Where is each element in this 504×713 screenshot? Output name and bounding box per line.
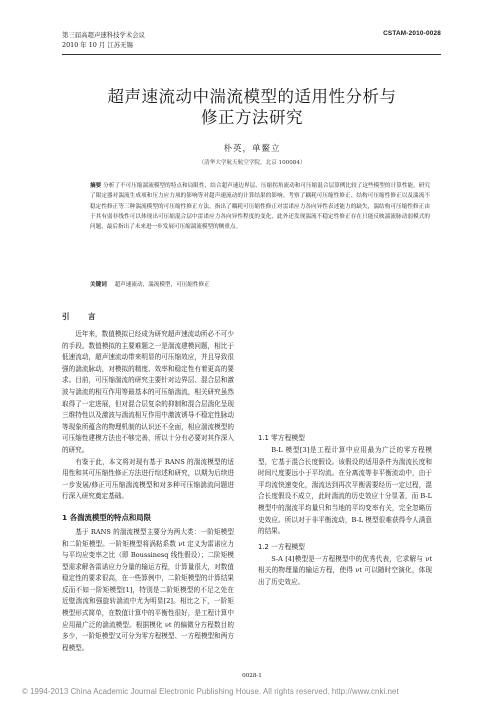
authors: 朴英，单鳌立: [223, 144, 281, 154]
paper-title: [0, 86, 504, 128]
abstract-text: 分析了不可压缩湍流模型的特点和局限性，结合超声速边界层、压缩拐角流动和可压缩混合层算例比较了这些模型的计算性能，研究了限定器对湍流生成项和压力应力项的影响等对超声速流动的计算结果的影响。考察了耦耗可压缩性修正、结构可压缩性修正以及湍流不稳定性修正等三种湍流模型的可压缩性修正方法，指出了耦耗可压缩性修正对雷诺应力各向异性表述能力的缺失，湍结构可压缩性修正由于其有弱非线性可以体现出可压缩混合层中雷诺应力各向异性程度的变化，此外还发现湍流不稳定性修正存在只能反映湍流脉动弱模式的问题，最后指出了未来进一步发展可压缩湍流模型的侧重点。: [90, 183, 430, 231]
conference-name: 第三届高超声速科技学术会议: [62, 31, 146, 39]
intro-paragraph-1: 近年来，数值模拟已经成为研究超声速流动所必不可少的手段。数值模拟的主要难题之一是湍流建模问题，相比于低速流动，超声速流动带来明显的可压缩效应，并且导致很强的湍流脉动，对模拟的精度、效率和稳定性有着更高的要求。目前，可压缩湍流的研究主要针对边界层、混合层和激波与湍流的相互作用等最基本的可压缩湍流，相关研究虽然取得了一定进展，但对混合层复杂的抑制和混合层湍化呈现三维特性以及激波与湍流相互作用中激波诱导不稳定性脉动等现象所蕴含的物理机制的认识还不全面，相应湍流模型的可压缩性建模方法也不够完善，所以十分有必要对其作深入的研究。: [62, 330, 234, 454]
affiliation: （清华大学航天航空学院，北京 100084）: [198, 160, 306, 166]
abstract-label: 摘要: [90, 183, 102, 189]
conference-date-place: 2010 年 10 月 江苏无锡: [62, 41, 133, 49]
section-1-1-heading: 1.1 零方程模型: [258, 434, 305, 442]
section-1-paragraph: 基于 RANS 的湍流模型主要分为两大类：一阶矩模型和二阶矩模型。一阶矩模型将涡粘系数 νt 定义为雷诺应力与平均应变率之比（即 Boussinesq 线性假设）；二阶矩模型需求解各雷诺应力分量的输运方程，计算量很大，对数值稳定性的要求很高，在一些算例中，二阶矩模型的计算结果反而不如一阶矩模型[1]，特别是二阶矩模型的不足之处在近壁湍流和强旋转湍流中尤为明显[2]。相比之下，一阶矩模型形式简单，在数值计算中的平衡性很好，是工程计算中应用最广泛的湍流模型。根据模化 νt 的偏微分方程数目的多少，一阶矩模型又可分为零方程模型、一方程模型和两方程模型。: [62, 527, 234, 652]
section-1-2-heading: 1.2 一方程模型: [258, 542, 305, 551]
section-1-2-paragraph: S-A [4]模型是一方程模型中的优秀代表，它求解与 νt 相关的物理量的输运方程，使得 νt 可以随时空演化，体现出了历史效应。: [258, 554, 432, 586]
title-line-2: 修正方法研究: [201, 108, 303, 127]
left-column: [62, 300, 234, 652]
section-1-heading: 1 各湍流模型的特点和局限: [62, 512, 152, 522]
keywords-label: 关键词: [90, 282, 107, 288]
copyright-footer: © 1994-2013 China Academic Journal Electronic Publishing House. All rights reserved. http://www.cnki.net: [22, 687, 399, 696]
page-number: 0028-1: [242, 673, 262, 679]
right-column: [258, 300, 432, 589]
section-1-1-paragraph: B-L 模型[3]是工程计算中应用最为广泛的零方程模型，它基于混合长度假设。该假设的适用条件为湍流长度和时间尺度要远小于平均流。在分离流等非平衡流动中，由于平均流快速变化，湍流达到再次平衡需要经历一定过程，混合长度假设不成立，此时湍流的历史效应十分显著，而 B-L 模型中的湍流平均量只和当地的平均变率有关，完全忽略历史效应。所以对于非平衡流动，B-L 模型很难获得令人满意的结果。: [258, 446, 432, 536]
running-header-left: [62, 30, 145, 50]
abstract: [90, 181, 430, 232]
keywords: [90, 280, 430, 288]
header-rule: [62, 54, 441, 55]
intro-paragraph-2: 有鉴于此，本文将对现有基于 RANS 的湍流模型的适用性和其可压缩性修正方法进行综述和研究，以期为后续进一步发展/修正可压缩湍流模型和对多种可压缩湍流问题进行深入研究奠定基础。: [62, 457, 234, 501]
paper-code: CSTAM-2010-0028: [383, 30, 441, 37]
intro-heading: 引 言: [62, 312, 104, 321]
title-line-1: 超声速流动中湍流模型的适用性分析与: [107, 87, 397, 106]
keywords-text: 超声速流动，湍流模型，可压缩性修正: [114, 282, 210, 288]
